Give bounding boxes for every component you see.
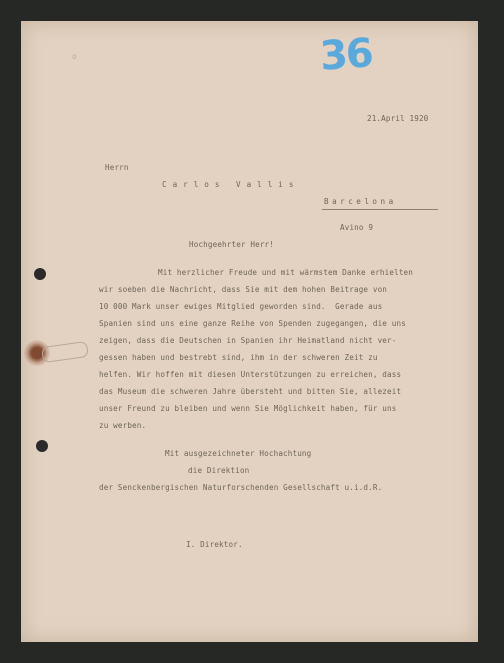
body-line: unser Freund zu bleiben und wenn Sie Möglichkeit haben, für uns [99, 404, 397, 413]
folio-number: 36 [318, 30, 374, 80]
recipient-name: Carlos Vallis [162, 180, 300, 189]
body-line: Spanien sind uns eine ganze Reihe von Spenden zugegangen, die uns [99, 319, 406, 328]
organization-name: der Senckenbergischen Naturforschenden Gesellschaft u.i.d.R. [99, 483, 383, 492]
body-line: 10 000 Mark unser ewiges Mitglied geworden sind. Gerade aus [99, 302, 383, 311]
recipient-salutation: Herrn [105, 163, 129, 172]
recipient-street: Avino 9 [340, 223, 374, 232]
body-line: zeigen, dass die Deutschen in Spanien ihr Heimatland nicht ver- [99, 336, 397, 345]
pin-mark: o [72, 52, 77, 61]
punch-hole-top [34, 268, 46, 280]
letter-date: 21.April 1920 [367, 114, 429, 123]
punch-hole-bottom [36, 440, 48, 452]
signature-title: I. Direktor. [186, 540, 243, 549]
body-line: gessen haben und bestrebt sind, ihm in der schweren Zeit zu [99, 353, 378, 362]
body-line: helfen. Wir hoffen mit diesen Unterstützungen zu erreichen, dass [99, 370, 402, 379]
closing: Mit ausgezeichneter Hochachtung [165, 449, 312, 458]
body-line: das Museum die schweren Jahre übersteht und bitten Sie, allezeit [99, 387, 402, 396]
recipient-city: Barcelona [324, 197, 397, 206]
signatory-group: die Direktion [188, 466, 250, 475]
greeting: Hochgeehrter Herr! [189, 240, 274, 249]
city-underline [322, 209, 438, 210]
body-line: zu werben. [99, 421, 147, 430]
body-line: wir soeben die Nachricht, dass Sie mit dem hohen Beitrage von [99, 285, 388, 294]
body-line: Mit herzlicher Freude und mit wärmstem Danke erhielten [158, 268, 413, 277]
